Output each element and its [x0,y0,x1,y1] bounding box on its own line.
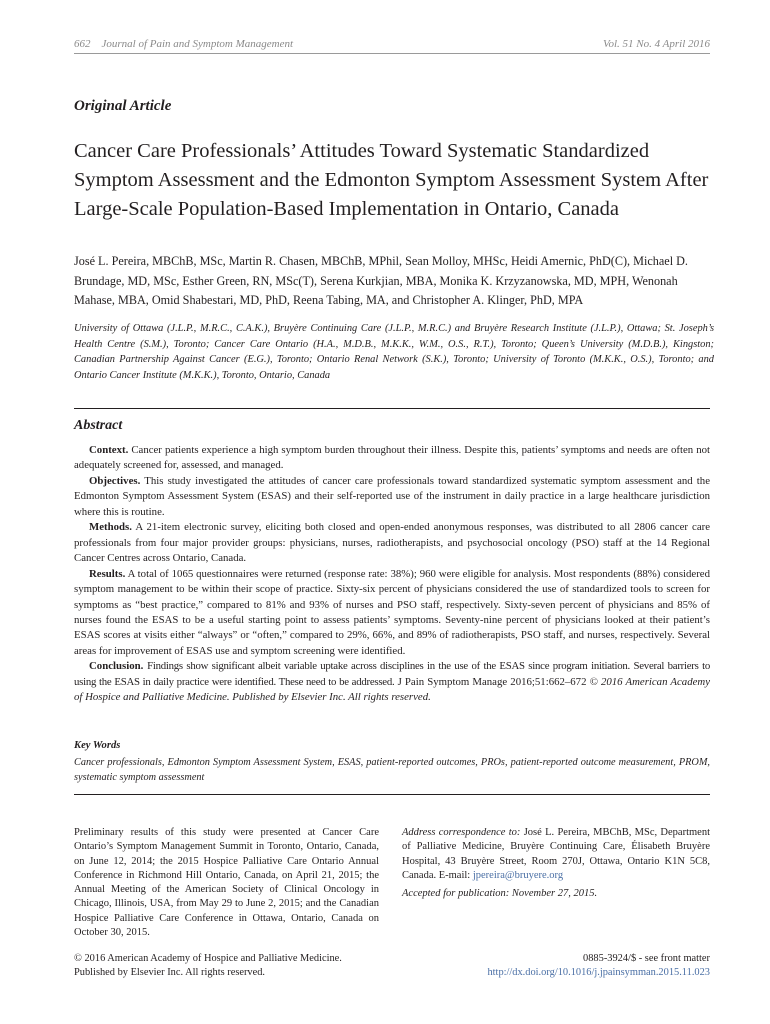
copyright-line-2: Published by Elsevier Inc. All rights reserved. [74,967,266,978]
methods-text: A 21-item electronic survey, eliciting both closed and open-ended anonymous responses, was distributed to all 2806 cancer care professionals from four major provider groups: physicians, nurses, radiotherapists, and psychosocial oncology (PSO) staff at the 14 Regional Cancer Centres across Ontario, Canada. [74,521,710,565]
running-head [74,38,710,50]
email-link[interactable]: jpereira@bruyere.org [472,869,564,881]
footnote-top-rule [74,794,710,795]
context-label: Context. [89,444,129,456]
methods-label: Methods. [89,521,132,534]
key-words-heading: Key Words [74,740,121,751]
footer-copyright [74,952,394,980]
affiliations: University of Ottawa (J.L.P., M.R.C., C.A.K.), Bruyère Continuing Care (J.L.P., M.R.C.) and Bruyère Research Institute (J.L.P.), Ottawa; St. Joseph’s Health Centre (S.M.), Toronto; Cancer Care Ontario (H.A., M.D.B., M.K.K., W.M., O.S., R.T.), Toronto; Queen’s University (M.D.B.), Kingston; Canadian Partnership Against Cancer (E.G.), Toronto; Ontario Renal Network (S.K.), Toronto; University of Toronto (M.K.K., O.S.), Toronto; and Ontario Cancer Institute (M.K.K.), Toronto, Ontario, Canada [74,323,714,381]
accepted-date: Accepted for publication: November 27, 2015. [402,888,598,900]
abstract-objectives [74,474,710,520]
doi-link[interactable]: http://dx.doi.org/10.1016/j.jpainsymman.2015.11.023 [487,967,710,978]
correspondence-note [402,826,710,901]
running-head-volume: Vol. 51 No. 4 April 2016 [602,38,710,50]
abstract-top-rule [74,408,710,409]
correspondence-label: Address correspondence to: [402,827,521,838]
article-title: Cancer Care Professionals’ Attitudes Toward Systematic Standardized Symptom Assessment and the Edmonton Symptom Assessment System After Large-Scale Population-Based Implementation in Ontario, Canada [74,140,709,220]
abstract-copyright: © 2016 American Academy of Hospice and Palliative Medicine. Published by Elsevier Inc. All rights reserved. [74,675,710,704]
results-text: A total of 1065 questionnaires were returned (response rate: 38%); 960 were eligible for analysis. Most respondents (88%) considered symptom management to be within their scope of practice. Sixty-six percent of physicians considered the use of standardized tools to screen for symptoms as “best practice,” compared to 81% and 93% of nurses and PSO staff, respectively. Sixty-seven percent of physicians and 85% of nurses found the ESAS to be a useful starting point to assess patients’ symptoms. Seventy-nine percent of physicians looked at their patient’s ESAS scores at visits either “always” or “often,” compared to 29%, 66%, and 89% of radiotherapists, PSO staff, and nurses, respectively. Several areas for improvement of ESAS use and symptom screening were identified. [74,567,710,657]
header-rule [74,53,710,54]
abstract-results [74,567,710,660]
abstract-context [74,443,710,474]
objectives-text: This study investigated the attitudes of cancer care professionals toward standardized systematic symptom assessment and the Edmonton Symptom Assessment System (ESAS) and their self-reported use of the instrument in daily practice in a large healthcare jurisdiction where this is routine. [74,474,710,518]
abstract-body [74,443,710,706]
results-label: Results. [89,567,126,580]
issn-line: 0885-3924/$ - see front matter [583,953,710,964]
key-words: Cancer professionals, Edmonton Symptom Assessment System, ESAS, patient-reported outcomes, PROs, patient-reported outcome measurement, PROM, systematic symptom assessment [74,757,710,784]
copyright-line-1: © 2016 American Academy of Hospice and Palliative Medicine. [74,953,342,964]
conclusion-text: Findings show significant albeit variable uptake across disciplines in the use of the ESAS since program initiation. Several barriers to using the ESAS in daily practice were identified. These need to be addressed. [74,660,711,688]
abstract-conclusion [74,659,710,705]
running-head-journal: 662 Journal of Pain and Symptom Management [74,38,294,50]
context-text: Cancer patients experience a high symptom burden throughout their illness. Despite this, patients’ symptoms and needs are often not adequately screened for, assessed, and managed. [74,444,710,472]
footer-issn [400,952,710,980]
objectives-label: Objectives. [89,474,141,487]
correspondence-text: José L. Pereira, MBChB, MSc, Department of Palliative Medicine, Bruyère Continuing Care, Élisabeth Bruyère Hospital, 43 Bruyère Street, Room 270J, Ottawa, Ontario K1N 5C8, Canada. E-mail: [402,827,710,881]
citation: J Pain Symptom Manage 2016;51:662–672 [397,675,587,688]
abstract-methods [74,520,710,566]
article-type: Original Article [74,98,172,114]
correspondence-address [402,826,710,883]
presentation-note: Preliminary results of this study were presented at Cancer Care Ontario’s Symptom Management Summit in Toronto, Ontario, Canada, on June 12, 2014; the 2015 Hospice Palliative Care Ontario Annual Conference in Richmond Hill Ontario, Canada, on April 21, 2015; the Annual Meeting of the American Society of Clinical Oncology in Chicago, Illinois, USA, from May 29 to June 2, 2015; and the Canadian Hospice Palliative Care Conference in Ottawa, Ontario, Canada on October 30, 2015. [74,827,379,939]
conclusion-label: Conclusion. [89,660,144,673]
author-list: José L. Pereira, MBChB, MSc, Martin R. Chasen, MBChB, MPhil, Sean Molloy, MHSc, Heidi Amernic, PhD(C), Michael D. Brundage, MD, MSc, Esther Green, RN, MSc(T), Serena Kurkjian, MBA, Monika K. Krzyzanowska, MD, MPH, Wenonah Mahase, MBA, Omid Shabestari, MD, PhD, Reena Tabing, MA, and Christopher A. Klinger, PhD, MPA [74,254,688,308]
abstract-heading: Abstract [74,418,123,433]
